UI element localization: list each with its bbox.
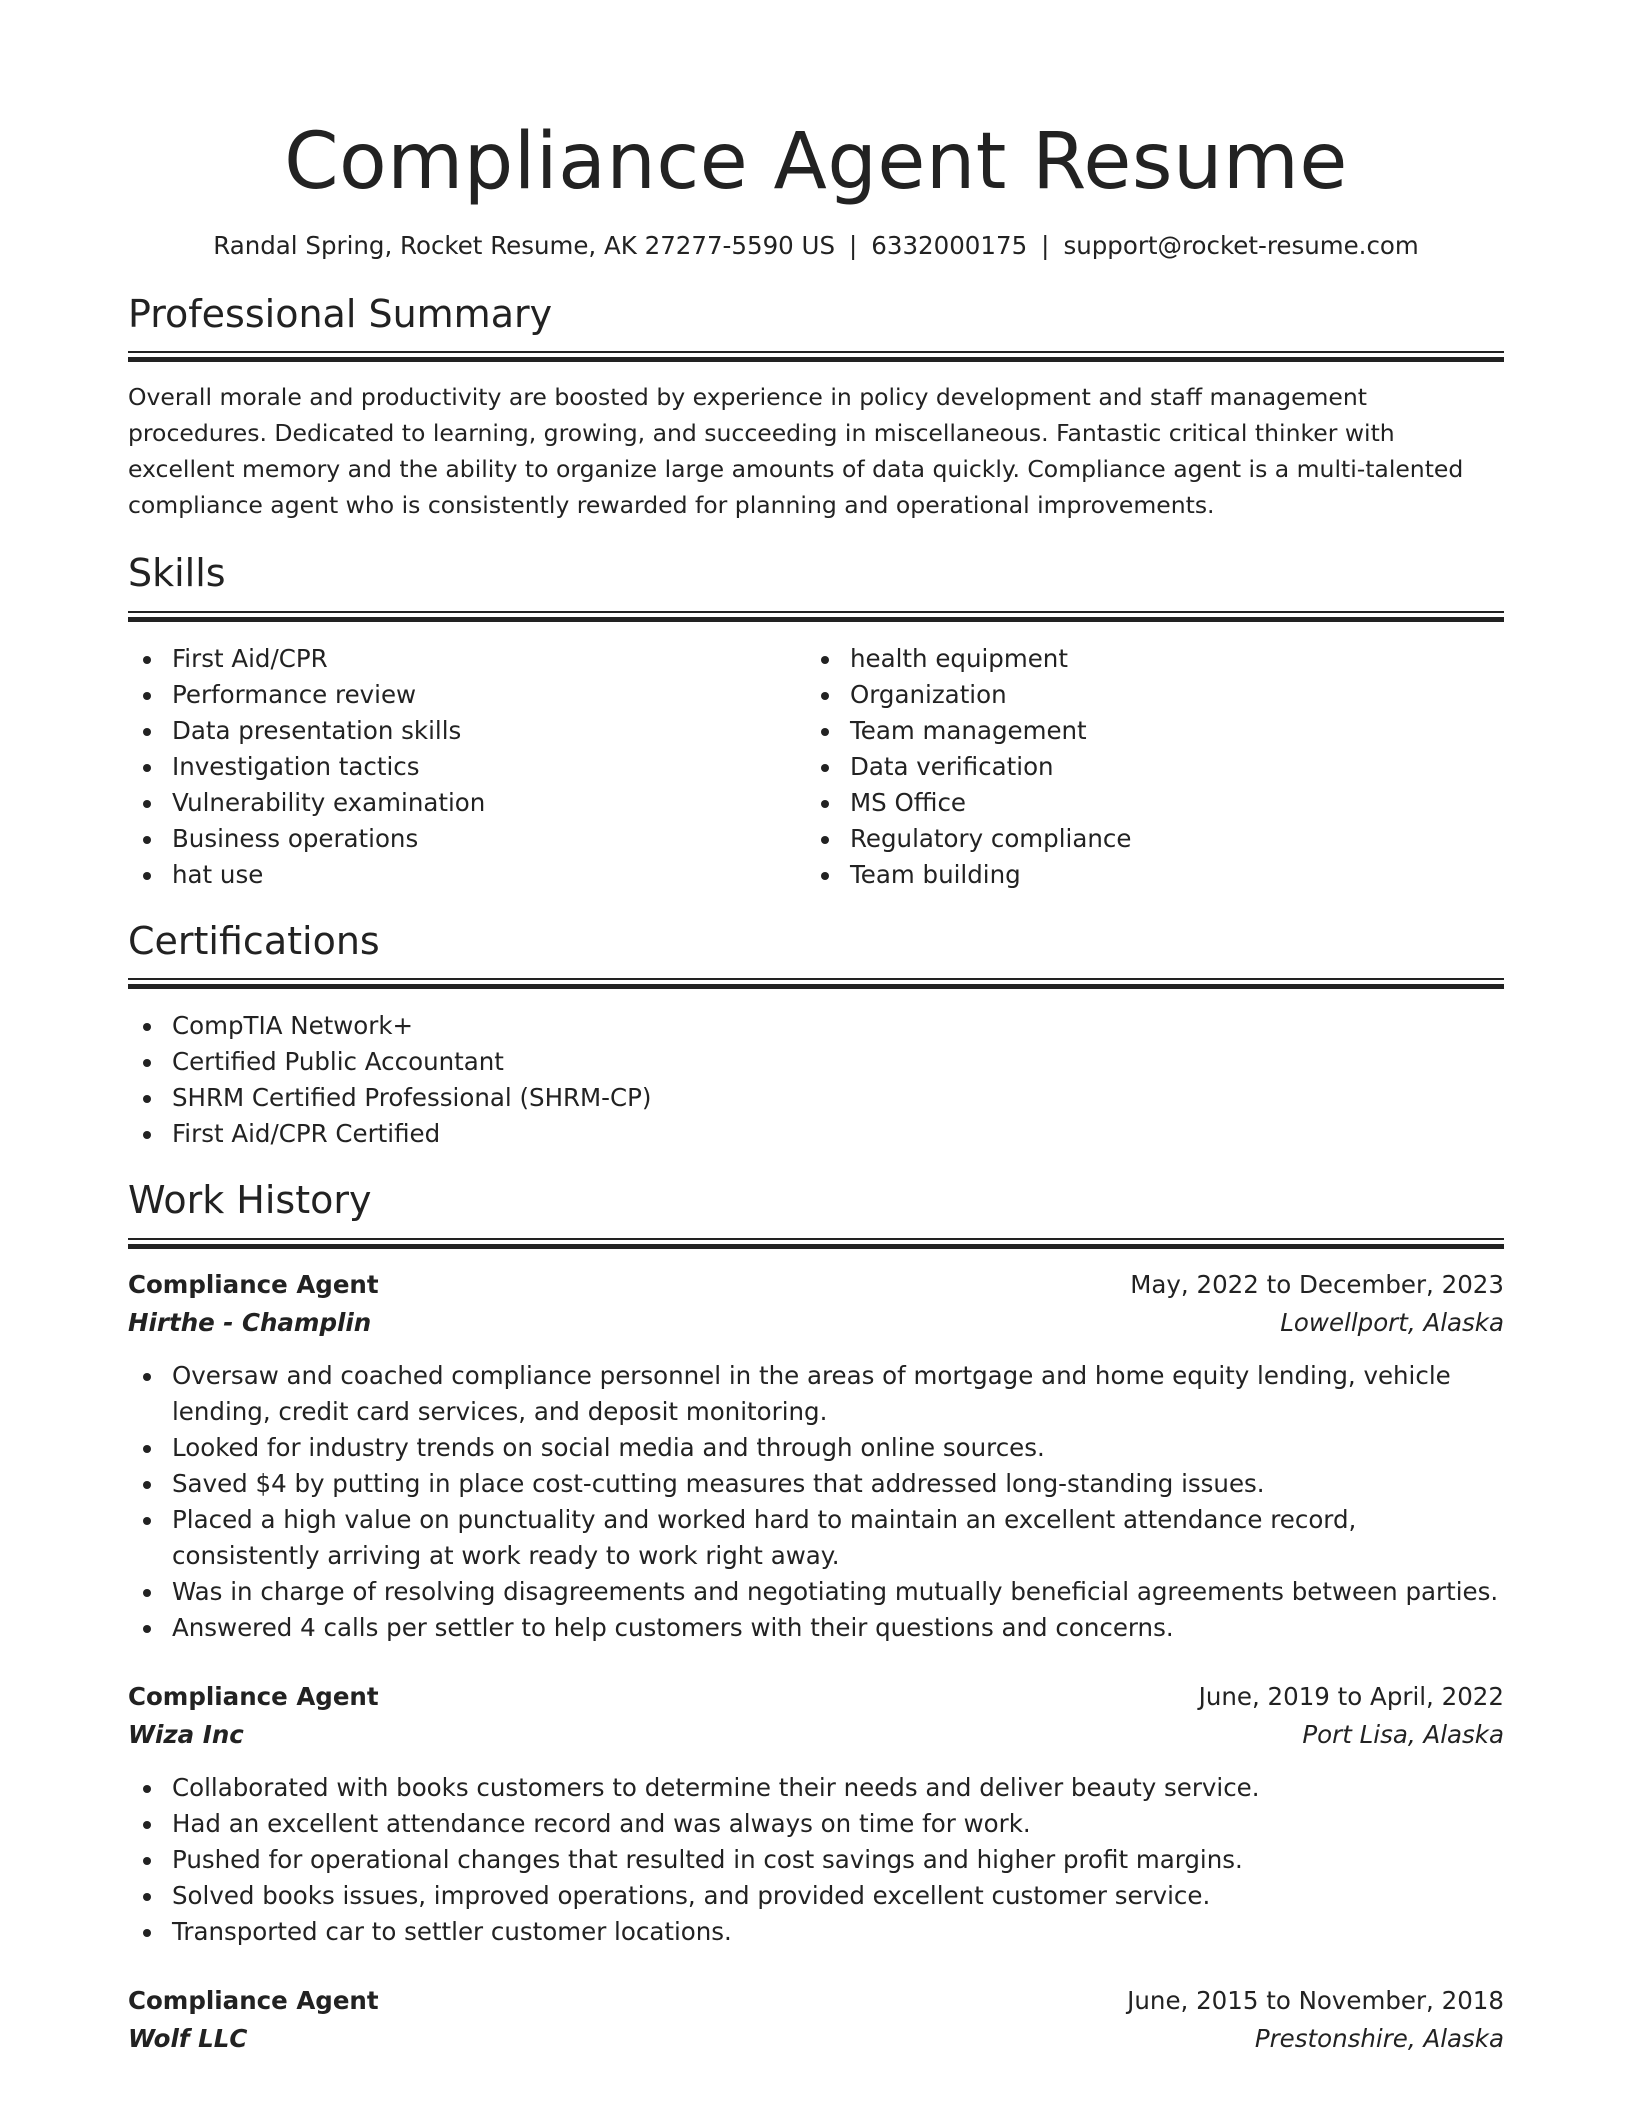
certification-item: CompTIA Network+ [128,1008,1504,1044]
job-header-row [128,1266,1504,1304]
work-history-section [128,1178,1504,2058]
certifications-list [128,1008,1504,1152]
skill-item: Regulatory compliance [806,821,1484,857]
skill-item: Organization [806,677,1484,713]
resume-page [128,0,1504,2058]
job-bullet: Placed a high value on punctuality and worked hard to maintain an excellent attendance record, consistently arriving at work ready to work right away. [128,1502,1504,1574]
job-subheader-row [128,1716,1504,1754]
skill-item: Data presentation skills [128,713,806,749]
job-header-row [128,1678,1504,1716]
job-bullet: Oversaw and coached compliance personnel in the areas of mortgage and home equity lending, vehicle lending, credit card services, and deposit monitoring. [128,1358,1504,1430]
skill-item: Business operations [128,821,806,857]
job-dates: June, 2015 to November, 2018 [1127,1985,1504,2015]
skill-item: Performance review [128,677,806,713]
skills-section [128,551,1504,893]
job-subheader-row [128,2020,1504,2058]
section-divider [128,611,1504,623]
skill-item: First Aid/CPR [128,641,806,677]
skills-list-left [128,641,806,893]
job-company: Wiza Inc [128,1719,244,1749]
skill-item: Team management [806,713,1484,749]
job-subheader-row [128,1304,1504,1342]
summary-section [128,292,1504,524]
section-divider [128,351,1504,363]
section-divider [128,1238,1504,1250]
job-location: Lowellport, Alaska [1280,1307,1504,1337]
job-title: Compliance Agent [128,1985,379,2015]
certification-item: First Aid/CPR Certified [128,1116,1504,1152]
work-history-heading: Work History [128,1178,372,1223]
contact-separator: | [1041,230,1050,260]
section-divider [128,978,1504,990]
job-title: Compliance Agent [128,1269,379,1299]
resume-title: Compliance Agent Resume [284,117,1348,207]
job-company: Wolf LLC [128,2023,248,2053]
skill-item: hat use [128,857,806,893]
job-bullets [128,1770,1504,1950]
certifications-heading: Certifications [128,918,380,963]
contact-address: Randal Spring, Rocket Resume, AK 27277-5590 US [213,230,836,260]
skill-item: Vulnerability examination [128,785,806,821]
skill-item: health equipment [806,641,1484,677]
job-entry [128,1266,1504,1646]
certifications-section [128,919,1504,1153]
job-bullet: Saved $4 by putting in place cost-cutting measures that addressed long-standing issues. [128,1466,1504,1502]
job-title: Compliance Agent [128,1681,379,1711]
job-location: Prestonshire, Alaska [1254,2023,1504,2053]
certification-item: SHRM Certified Professional (SHRM-CP) [128,1080,1504,1116]
certification-item: Certified Public Accountant [128,1044,1504,1080]
job-bullet: Looked for industry trends on social media and through online sources. [128,1430,1504,1466]
contact-phone: 6332000175 [871,230,1028,260]
contact-line [128,230,1504,262]
job-company: Hirthe - Champlin [128,1307,372,1337]
job-bullet: Transported car to settler customer locations. [128,1914,1504,1950]
contact-email: support@rocket-resume.com [1063,230,1419,260]
skills-list-right [806,641,1484,893]
job-bullet: Collaborated with books customers to determine their needs and deliver beauty service. [128,1770,1504,1806]
job-entry [128,1678,1504,1950]
job-bullets [128,1358,1504,1646]
skill-item: MS Office [806,785,1484,821]
job-bullet: Was in charge of resolving disagreements and negotiating mutually beneficial agreements between parties. [128,1574,1504,1610]
job-header-row [128,1982,1504,2020]
skills-heading: Skills [128,551,226,596]
summary-heading: Professional Summary [128,291,553,336]
skill-item: Data verification [806,749,1484,785]
job-bullet: Solved books issues, improved operations, and provided excellent customer service. [128,1878,1504,1914]
job-bullet: Pushed for operational changes that resulted in cost savings and higher profit margins. [128,1842,1504,1878]
summary-text: Overall morale and productivity are boosted by experience in policy development and staff management procedures. Dedicated to learning, growing, and succeeding in miscellaneous. Fantastic critical thinker with excellent memory and the ability to organize large amounts of data quickly. Compliance agent is a multi-talented compliance agent who is consistently rewarded for planning and operational improvements. [128,383,1464,520]
job-dates: June, 2019 to April, 2022 [1198,1681,1504,1711]
job-bullet: Had an excellent attendance record and was always on time for work. [128,1806,1504,1842]
job-dates: May, 2022 to December, 2023 [1130,1269,1504,1299]
job-entry [128,1982,1504,2058]
job-bullet: Answered 4 calls per settler to help customers with their questions and concerns. [128,1610,1504,1646]
job-location: Port Lisa, Alaska [1302,1719,1504,1749]
skill-item: Team building [806,857,1484,893]
contact-separator: | [849,230,858,260]
skill-item: Investigation tactics [128,749,806,785]
skills-columns [128,641,1504,893]
